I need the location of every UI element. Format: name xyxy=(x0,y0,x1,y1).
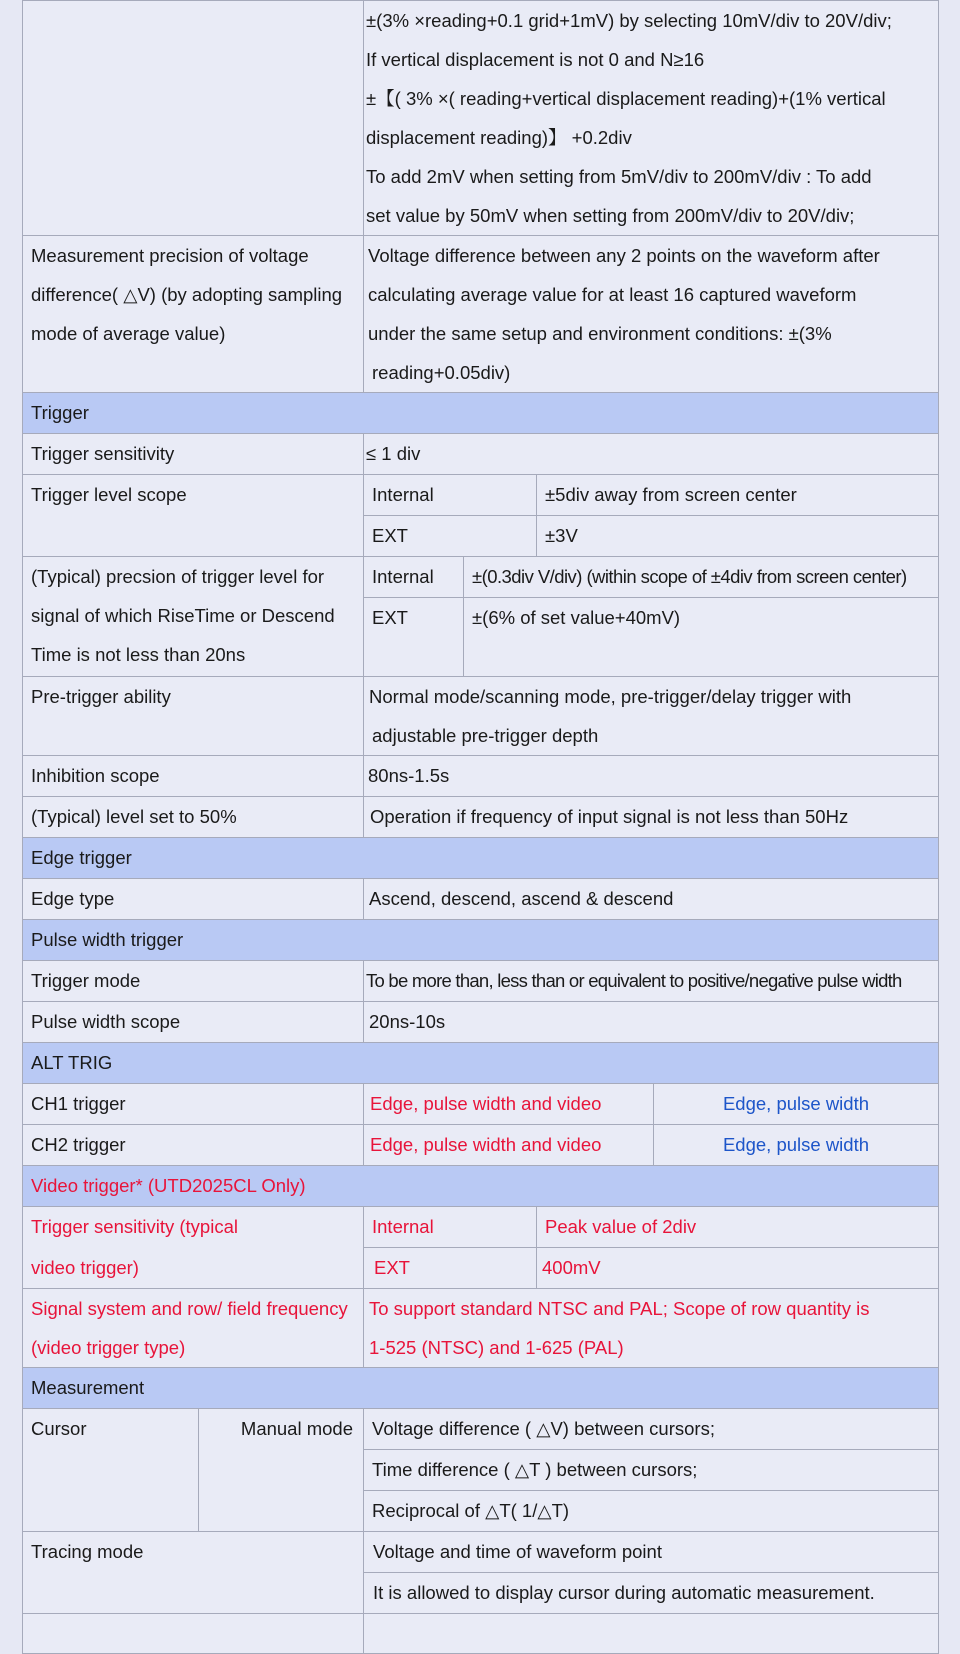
intro-line: If vertical displacement is not 0 and N≥16 xyxy=(366,49,705,70)
sub-label: Internal xyxy=(364,1207,537,1248)
value-line: adjustable pre-trigger depth xyxy=(372,725,599,746)
section-alt xyxy=(23,1043,939,1084)
intro-line: set value by 50mV when setting from 200mV/div to 20V/div; xyxy=(366,205,855,226)
intro-value xyxy=(364,1,939,236)
value-line: calculating average value for at least 16 captured waveform xyxy=(368,284,857,305)
section-trigger xyxy=(23,393,939,434)
label-line: Signal system and row/ field frequency xyxy=(31,1298,348,1319)
row-tracing-1 xyxy=(23,1532,939,1573)
row-cursor-1 xyxy=(23,1409,939,1450)
cell-empty xyxy=(23,1,364,236)
section-title: ALT TRIG xyxy=(23,1043,939,1084)
value-line: Normal mode/scanning mode, pre-trigger/delay trigger with xyxy=(369,686,852,707)
row-trigger-sensitivity xyxy=(23,434,939,475)
delta-v-label xyxy=(23,236,364,393)
row-label: Edge type xyxy=(23,879,364,920)
section-title: Trigger xyxy=(23,393,939,434)
sub-value: ±(6% of set value+40mV) xyxy=(464,598,939,677)
label-line: signal of which RiseTime or Descend xyxy=(31,605,335,626)
value-line: To support standard NTSC and PAL; Scope of row quantity is xyxy=(369,1298,870,1319)
row-value xyxy=(364,1289,939,1368)
value-line: reading+0.05div) xyxy=(372,362,511,383)
spec-table xyxy=(22,0,939,1654)
row-label: Trigger level scope xyxy=(23,475,364,557)
row-value: 20ns-10s xyxy=(364,1002,939,1043)
intro-line: ±【( 3% ×( reading+vertical displacement reading)+(1% vertical xyxy=(366,88,886,109)
row-value: Operation if frequency of input signal is not less than 50Hz xyxy=(364,797,939,838)
row-label: Trigger sensitivity (typical xyxy=(23,1207,364,1248)
label-line: (video trigger type) xyxy=(31,1337,186,1358)
row-ch2 xyxy=(23,1125,939,1166)
value-line: 1-525 (NTSC) and 1-625 (PAL) xyxy=(369,1337,624,1358)
row-label: CH2 trigger xyxy=(23,1125,364,1166)
row-label: CH1 trigger xyxy=(23,1084,364,1125)
sub-value: ±3V xyxy=(537,516,939,557)
section-video xyxy=(23,1166,939,1207)
label-line: Measurement precision of voltage xyxy=(31,245,309,266)
row-value: Time difference ( △T ) between cursors; xyxy=(364,1450,939,1491)
intro-line: displacement reading)】 +0.2div xyxy=(366,127,632,148)
section-title: Pulse width trigger xyxy=(23,920,939,961)
sub-label: EXT xyxy=(364,1248,537,1289)
row-label: Pre-trigger ability xyxy=(23,677,364,756)
section-measurement xyxy=(23,1368,939,1409)
row-label: Pulse width scope xyxy=(23,1002,364,1043)
delta-v-value xyxy=(364,236,939,393)
row-inhibition xyxy=(23,756,939,797)
row-ch1 xyxy=(23,1084,939,1125)
row-label xyxy=(23,557,364,677)
row-video-ext xyxy=(23,1248,939,1289)
row-value: Voltage and time of waveform point xyxy=(364,1532,939,1573)
sub-value: ±(0.3div V/div) (within scope of ±4div from screen center) xyxy=(464,557,939,598)
row-vertical-precision-cont xyxy=(23,1,939,236)
sub-value: ±5div away from screen center xyxy=(537,475,939,516)
sub-value: Peak value of 2div xyxy=(537,1207,939,1248)
section-edge xyxy=(23,838,939,879)
row-pulse-mode xyxy=(23,961,939,1002)
value-line: Voltage difference between any 2 points on the waveform after xyxy=(368,245,880,266)
row-label: Inhibition scope xyxy=(23,756,364,797)
row-extra: Edge, pulse width xyxy=(654,1125,939,1166)
manual-mode-label: Manual mode xyxy=(199,1409,364,1532)
row-label: Trigger sensitivity xyxy=(23,434,364,475)
sub-label: EXT xyxy=(364,516,537,557)
sub-label: Internal xyxy=(364,557,464,598)
section-pulse xyxy=(23,920,939,961)
row-value: Ascend, descend, ascend & descend xyxy=(364,879,939,920)
row-pulse-scope xyxy=(23,1002,939,1043)
row-pretrigger xyxy=(23,677,939,756)
cursor-label: Cursor xyxy=(23,1409,199,1532)
row-label: Trigger mode xyxy=(23,961,364,1002)
section-title: Video trigger* (UTD2025CL Only) xyxy=(23,1166,939,1207)
row-label: video trigger) xyxy=(23,1248,364,1289)
row-value: To be more than, less than or equivalent to positive/negative pulse width xyxy=(364,961,939,1002)
row-value: Reciprocal of △T( 1/△T) xyxy=(364,1491,939,1532)
row-label: (Typical) level set to 50% xyxy=(23,797,364,838)
row-value: Voltage difference ( △V) between cursors; xyxy=(364,1409,939,1450)
row-value: Edge, pulse width and video xyxy=(364,1084,654,1125)
intro-line: To add 2mV when setting from 5mV/div to 200mV/div : To add xyxy=(366,166,872,187)
row-value: ≤ 1 div xyxy=(364,434,939,475)
row-value xyxy=(364,677,939,756)
row-trigger-level-internal xyxy=(23,475,939,516)
row-value: It is allowed to display cursor during automatic measurement. xyxy=(364,1573,939,1614)
row-next xyxy=(23,1614,939,1654)
sub-label: EXT xyxy=(364,598,464,677)
sub-label: Internal xyxy=(364,475,537,516)
row-delta-v xyxy=(23,236,939,393)
section-title: Measurement xyxy=(23,1368,939,1409)
intro-line: ±(3% ×reading+0.1 grid+1mV) by selecting 10mV/div to 20V/div; xyxy=(366,10,892,31)
cell-empty xyxy=(364,1614,939,1654)
row-video-internal xyxy=(23,1207,939,1248)
cell-empty xyxy=(23,1614,364,1654)
row-value: Edge, pulse width and video xyxy=(364,1125,654,1166)
row-label xyxy=(23,1289,364,1368)
label-line: mode of average value) xyxy=(31,323,226,344)
row-video-system xyxy=(23,1289,939,1368)
sub-value: 400mV xyxy=(537,1248,939,1289)
row-trigger-precision-internal xyxy=(23,557,939,598)
value-line: under the same setup and environment conditions: ±(3% xyxy=(368,323,832,344)
label-line: (Typical) precsion of trigger level for xyxy=(31,566,325,587)
row-extra: Edge, pulse width xyxy=(654,1084,939,1125)
label-line: difference( △V) (by adopting sampling xyxy=(31,284,343,305)
row-value: 80ns-1.5s xyxy=(364,756,939,797)
label-line: Time is not less than 20ns xyxy=(31,644,246,665)
row-level-50 xyxy=(23,797,939,838)
row-edge-type xyxy=(23,879,939,920)
row-label: Tracing mode xyxy=(23,1532,364,1614)
section-title: Edge trigger xyxy=(23,838,939,879)
